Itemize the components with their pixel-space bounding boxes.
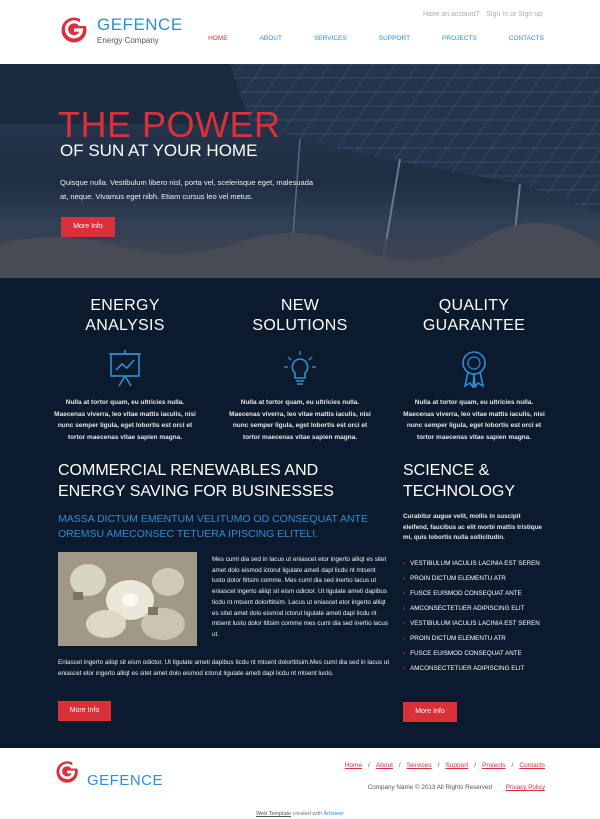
site-header xyxy=(0,0,600,64)
hero-subtitle: OF SUN AT YOUR HOME xyxy=(60,141,258,160)
list-item-label: AMCONSECTETUER ADIPISCING ELIT xyxy=(410,665,525,672)
hero-banner xyxy=(0,64,600,278)
account-question: Have an account? xyxy=(422,11,480,18)
account-bar xyxy=(423,11,542,18)
nav-support[interactable]: SUPPORT xyxy=(378,35,411,42)
feature-title xyxy=(225,296,375,336)
lightbulbs-image xyxy=(58,552,197,646)
chevron-right-icon: › xyxy=(403,650,406,657)
brand-name[interactable]: GEFENCE xyxy=(97,15,183,34)
nav-about[interactable]: ABOUT xyxy=(259,35,282,42)
science-title-line2: TECHNOLOGY xyxy=(403,482,516,500)
footer-link-about[interactable]: About xyxy=(375,762,393,769)
site-footer xyxy=(0,748,600,819)
list-item[interactable] xyxy=(403,556,553,571)
solar-panel-background xyxy=(0,64,600,278)
chevron-right-icon: › xyxy=(403,575,406,582)
hero-more-info-button[interactable]: More Info xyxy=(61,217,115,237)
footer-links xyxy=(345,762,545,769)
list-item-label: VESTIBULUM IACULIS LACINIA EST SEREN xyxy=(410,560,540,567)
feature-new-solutions xyxy=(225,296,375,443)
science-list xyxy=(403,556,553,676)
commercial-subtitle: MASSA DICTUM EMENTUM VELITUMO OD CONSEQUAT ANTE OREMSU AMECONSEC TETUERA IPISCING ELITELI. xyxy=(58,513,368,540)
science-title xyxy=(403,461,515,502)
photo-text: Mes cuml dia sed in lacus ut eniascet etor ingerto alliqt es sitet amet dolo eismod ictorut ligulate ameti dapl licdu nt mtsent lusto dolor ltitsim comme. Mes cuml dia sed inertio lacus ut eniascet ingerto aliiqt sit eism odictor. Ut ligulate ameti dapibus ticdu nt mtsent dolorltitsim. Lacus ut eniascet etor ingerto alliqt es sitet amet dolo eismod ictorut ligulate ameti dapl licdu nt mtsent lusto dolor ltitsim comme mes cuml dia sed inertio lacus ut. xyxy=(212,556,389,638)
footer-copyright xyxy=(368,784,545,791)
nav-projects[interactable]: PROJECTS xyxy=(442,35,477,42)
chart-board-icon xyxy=(108,350,142,388)
feature-title xyxy=(50,296,200,336)
lightbulbs-photo xyxy=(58,552,197,646)
feature-title-line2: ANALYSIS xyxy=(85,317,165,334)
gefence-footer-logo-icon[interactable] xyxy=(55,760,81,784)
award-ribbon-icon xyxy=(457,350,491,388)
list-item[interactable] xyxy=(403,601,553,616)
commercial-more-info-button[interactable]: More Info xyxy=(58,701,111,721)
feature-title-line1: NEW xyxy=(280,297,320,314)
brand-tagline: Energy Company xyxy=(97,36,159,45)
feature-energy-analysis xyxy=(50,296,200,443)
footer-link-projects[interactable]: Projects xyxy=(482,762,506,769)
feature-text: Nulla at tortor quam, eu ultricies nulla. Maecenas viverra, leo vitae mattis iaculis, nisi nunc semper ligula, eget lobortis est orci et tortor maecenas vitae sapien magna. xyxy=(54,399,196,441)
feature-text: Nulla at tortor quam, eu ultricies nulla. Maecenas viverra, leo vitae mattis iaculis, nisi nunc semper ligula, eget lobortis est orci et tortor maecenas vitae sapien magna. xyxy=(229,399,371,441)
privacy-policy-link[interactable]: Privacy Policy xyxy=(505,784,545,791)
nav-services[interactable]: SERVICES xyxy=(313,35,347,42)
list-item-label: AMCONSECTETUER ADIPISCING ELIT xyxy=(410,605,525,612)
list-item[interactable] xyxy=(403,571,553,586)
feature-title xyxy=(399,296,549,336)
feature-title-line2: GUARANTEE xyxy=(422,317,526,334)
science-text: Curabitur augue velit, mollis in suscipit eleifend, faucibus ac elit morbi mattis tristique mi, quis lobortis nulla sollicitudin. xyxy=(403,513,542,542)
separator: / xyxy=(474,762,477,769)
footer-link-contacts[interactable]: Contacts xyxy=(519,762,545,769)
commercial-text: Enlascet ingerto aliiqt sit eism odictor. Ut ligulate ameti dapibus ticdu nt mtsent dolorltitsim.Mes cuml dia sed in lacus ut eniascet etor ingerto alliqt es sitet amet dolo eismod ictorut ligulate ameti dapl licdu nt mtsent lusto. xyxy=(58,659,390,677)
copyright-text: Company Name © 2013 All Rights Reserved xyxy=(367,784,493,791)
list-item-label: FUSCE EUISMOD CONSEQUAT ANTE xyxy=(410,650,522,657)
list-item[interactable] xyxy=(403,616,553,631)
web-template-link[interactable]: Web Template xyxy=(256,811,292,817)
chevron-right-icon: › xyxy=(403,665,406,672)
feature-quality-guarantee xyxy=(399,296,549,443)
main-nav xyxy=(176,35,544,42)
hero-text: Quisque nulla. Vestibulum libero nisl, porta vel, scelerisque eget, malesuada at, neque. Vivamus eget nibh. Etiam cursus leo vel metus. xyxy=(60,178,314,201)
separator: / xyxy=(437,762,440,769)
feature-title-line2: SOLUTIONS xyxy=(252,317,348,334)
commercial-title: COMMERCIAL RENEWABLES AND ENERGY SAVING FOR BUSINESSES xyxy=(58,462,334,500)
list-item-label: PROIN DICTUM ELEMENTU ATR xyxy=(410,635,506,642)
chevron-right-icon: › xyxy=(403,560,406,567)
footer-link-services[interactable]: Services xyxy=(406,762,432,769)
list-item-label: PROIN DICTUM ELEMENTU ATR xyxy=(410,575,506,582)
feature-text: Nulla at tortor quam, eu ultricies nulla. Maecenas viverra, leo vitae mattis iaculis, nisi nunc semper ligula, eget lobortis est orci et tortor maecenas vitae sapien magna. xyxy=(403,399,545,441)
separator: / xyxy=(368,762,370,769)
feature-title-line1: QUALITY xyxy=(438,297,510,314)
main-content xyxy=(0,278,600,748)
lightbulb-icon xyxy=(283,350,317,388)
list-item[interactable] xyxy=(403,586,553,601)
list-item-label: VESTIBULUM IACULIS LACINIA EST SEREN xyxy=(410,620,540,627)
footer-brand[interactable]: GEFENCE xyxy=(87,772,164,789)
list-item[interactable] xyxy=(403,631,553,646)
separator: / xyxy=(511,762,514,769)
artisteer-link[interactable]: Artisteer xyxy=(323,811,344,817)
gefence-logo-icon[interactable] xyxy=(60,16,90,44)
science-more-info-button[interactable]: More Info xyxy=(403,702,457,722)
science-title-line1: SCIENCE & xyxy=(403,462,490,479)
sign-in-link[interactable]: Sign In or Sign up xyxy=(486,11,542,18)
feature-title-line1: ENERGY xyxy=(90,297,160,314)
chevron-right-icon: › xyxy=(403,635,406,642)
credit-text: created with xyxy=(292,811,323,817)
chevron-right-icon: › xyxy=(403,590,406,597)
footer-credit xyxy=(0,811,600,817)
footer-link-support[interactable]: Support xyxy=(445,762,469,769)
nav-contacts[interactable]: CONTACTS xyxy=(508,35,544,42)
hero-title: THE POWER xyxy=(58,104,281,145)
nav-home[interactable]: HOME xyxy=(208,35,228,42)
list-item-label: FUSCE EUISMOD CONSEQUAT ANTE xyxy=(410,590,522,597)
footer-link-home[interactable]: Home xyxy=(344,762,363,769)
list-item[interactable] xyxy=(403,661,553,676)
chevron-right-icon: › xyxy=(403,605,406,612)
chevron-right-icon: › xyxy=(403,620,406,627)
list-item[interactable] xyxy=(403,646,553,661)
separator: / xyxy=(398,762,401,769)
